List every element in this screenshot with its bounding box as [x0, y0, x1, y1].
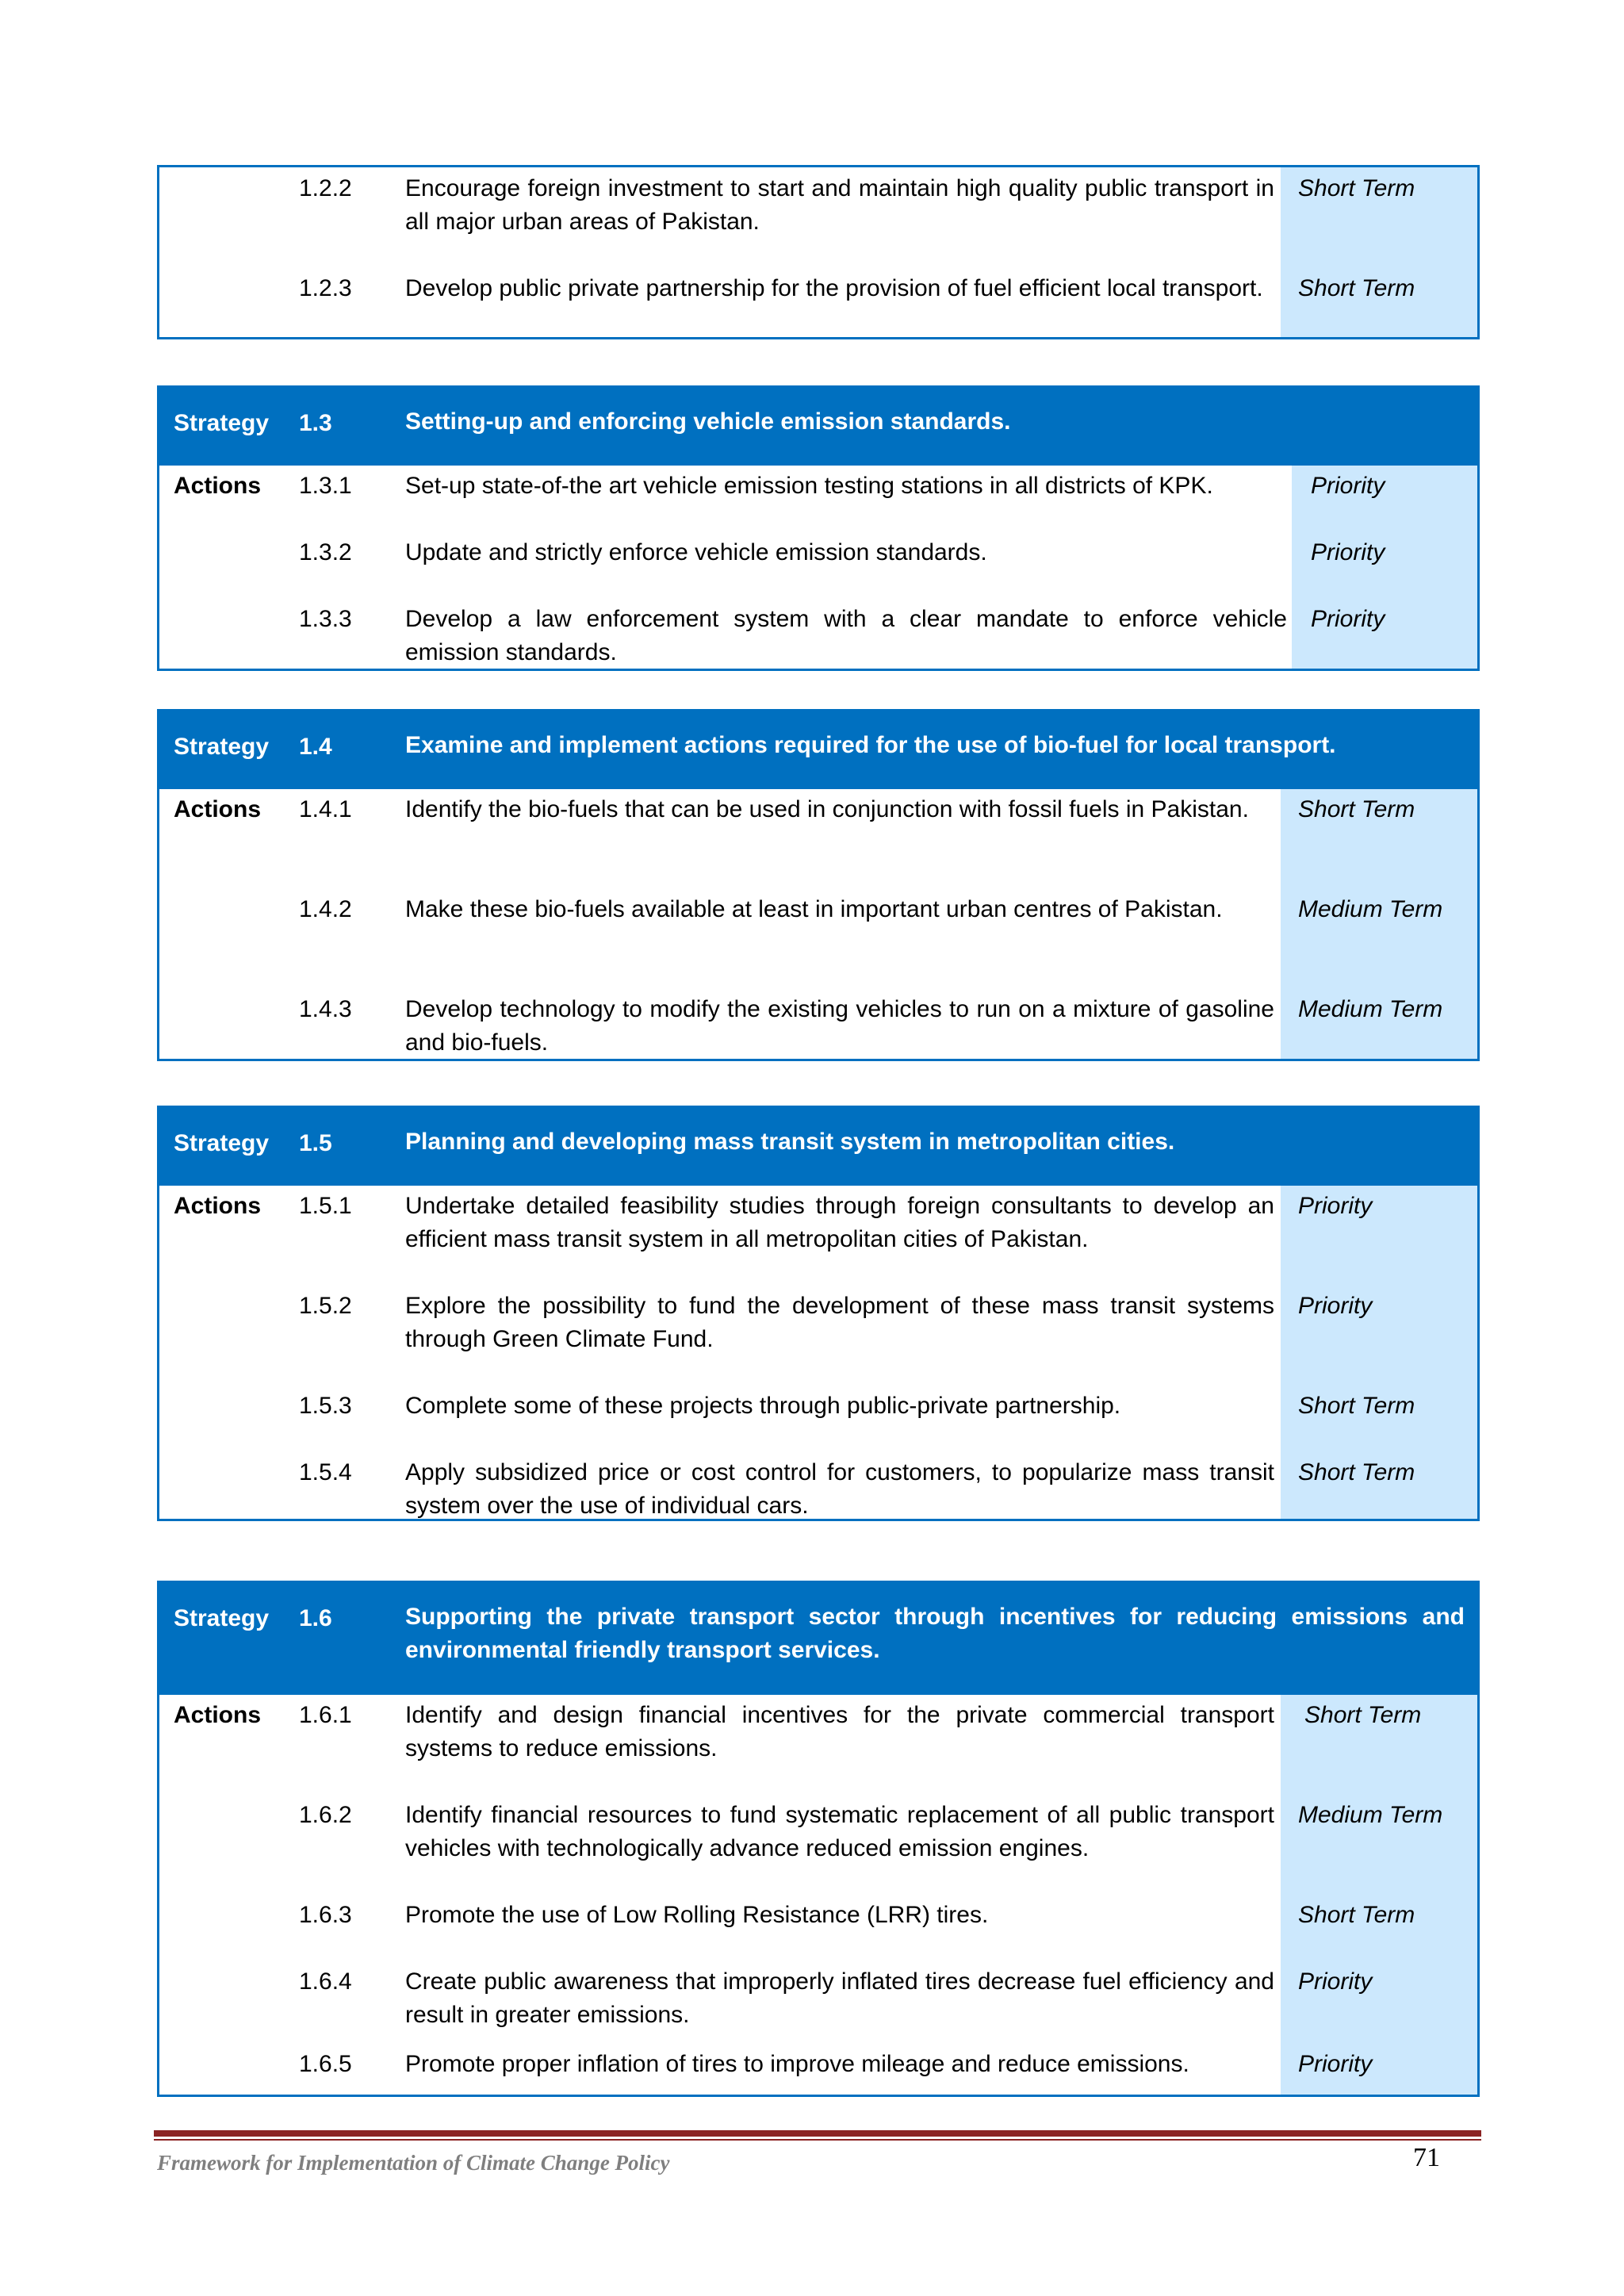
action-term: Priority: [1298, 1293, 1373, 1319]
action-number: 1.3.2: [299, 539, 352, 565]
action-number: 1.5.1: [299, 1193, 352, 1219]
action-row: [159, 172, 1477, 243]
strategy-header: [159, 1108, 1477, 1186]
action-term: Short Term: [1304, 1702, 1422, 1728]
strategy-label: Strategy: [174, 1130, 270, 1156]
action-number: 1.3.1: [299, 473, 352, 499]
action-term: Short Term: [1298, 1393, 1415, 1419]
page-number: 71: [1413, 2143, 1440, 2172]
action-term: Priority: [1298, 1193, 1373, 1219]
strategy-header: [159, 1583, 1477, 1695]
action-text: Explore the possibility to fund the development of these mass transit systems through Green Climate Fund.: [405, 1293, 1274, 1352]
footer-rule: [154, 2130, 1481, 2137]
strategy-title: Setting-up and enforcing vehicle emission standards.: [405, 408, 1011, 435]
strategy-label: Strategy: [174, 1605, 270, 1631]
strategy-number: 1.6: [299, 1605, 332, 1631]
action-term: Short Term: [1298, 1459, 1415, 1485]
action-text: Develop public private partnership for the provision of fuel efficient local transport.: [405, 275, 1263, 301]
action-number: 1.3.3: [299, 606, 352, 632]
action-term: Priority: [1311, 606, 1385, 632]
actions-label: Actions: [174, 473, 262, 499]
footer-title: Framework for Implementation of Climate Change Policy: [157, 2151, 670, 2175]
action-text: Develop technology to modify the existing vehicles to run on a mixture of gasoline and bio-fuels.: [405, 996, 1274, 1056]
action-text: Make these bio-fuels available at least in important urban centres of Pakistan.: [405, 896, 1223, 922]
footer-rule-thin: [154, 2139, 1481, 2141]
action-number: 1.4.3: [299, 996, 352, 1022]
action-text: Identify financial resources to fund systematic replacement of all public transport vehicles with technologically advance reduced emission engines.: [405, 1802, 1274, 1861]
action-number: 1.4.1: [299, 796, 352, 822]
action-text: Set-up state-of-the art vehicle emission testing stations in all districts of KPK.: [405, 473, 1213, 499]
strategy-block-1-3: [157, 385, 1480, 671]
action-term: Priority: [1311, 473, 1385, 499]
action-term: Short Term: [1298, 1902, 1415, 1928]
action-text: Promote proper inflation of tires to improve mileage and reduce emissions.: [405, 2051, 1189, 2077]
action-term: Priority: [1311, 539, 1385, 565]
strategy-number: 1.4: [299, 734, 332, 760]
action-term: Priority: [1298, 1968, 1373, 1995]
action-number: 1.4.2: [299, 896, 352, 922]
strategy-number: 1.5: [299, 1130, 332, 1156]
action-text: Complete some of these projects through public-private partnership.: [405, 1393, 1121, 1419]
strategy-label: Strategy: [174, 410, 270, 436]
strategy-block-1-6: [157, 1581, 1480, 2097]
action-number: 1.5.3: [299, 1393, 352, 1419]
action-number: 1.2.3: [299, 275, 352, 301]
action-text: Identify and design financial incentives for the private commercial transport systems to reduce emissions.: [405, 1702, 1274, 1761]
actions-label: Actions: [174, 796, 262, 822]
action-number: 1.6.1: [299, 1702, 352, 1728]
strategy-title: Planning and developing mass transit system in metropolitan cities.: [405, 1129, 1175, 1155]
actions-label: Actions: [174, 1702, 262, 1728]
strategy-header: [159, 388, 1477, 466]
action-term: Short Term: [1298, 796, 1415, 822]
action-term: Medium Term: [1298, 896, 1443, 922]
action-number: 1.6.4: [299, 1968, 352, 1995]
action-text: Apply subsidized price or cost control for customers, to popularize mass transit system over the use of individual cars.: [405, 1459, 1274, 1519]
strategy-block-1-5: [157, 1106, 1480, 1521]
action-row: [159, 272, 1477, 339]
term-column-band: [1281, 1695, 1477, 2095]
action-number: 1.6.5: [299, 2051, 352, 2077]
action-number: 1.2.2: [299, 175, 352, 201]
action-text: Encourage foreign investment to start and maintain high quality public transport in all major urban areas of Pakistan.: [405, 175, 1274, 235]
action-text: Develop a law enforcement system with a clear mandate to enforce vehicle emission standards.: [405, 606, 1287, 665]
action-term: Medium Term: [1298, 1802, 1443, 1828]
action-term: Short Term: [1298, 175, 1415, 201]
strategy-header: [159, 711, 1477, 789]
action-text: Promote the use of Low Rolling Resistance (LRR) tires.: [405, 1902, 989, 1928]
strategy-title: Examine and implement actions required for the use of bio-fuel for local transport.: [405, 732, 1336, 758]
action-term: Short Term: [1298, 275, 1415, 301]
action-text: Update and strictly enforce vehicle emission standards.: [405, 539, 987, 565]
strategy-block-1-2-continued: [157, 165, 1480, 339]
strategy-number: 1.3: [299, 410, 332, 436]
actions-label: Actions: [174, 1193, 262, 1219]
action-text: Undertake detailed feasibility studies through foreign consultants to develop an efficient mass transit system in all metropolitan cities of Pakistan.: [405, 1193, 1274, 1252]
action-number: 1.6.2: [299, 1802, 352, 1828]
strategy-block-1-4: [157, 709, 1480, 1061]
strategy-label: Strategy: [174, 734, 270, 760]
action-number: 1.6.3: [299, 1902, 352, 1928]
action-number: 1.5.2: [299, 1293, 352, 1319]
action-number: 1.5.4: [299, 1459, 352, 1485]
action-text: Create public awareness that improperly inflated tires decrease fuel efficiency and result in greater emissions.: [405, 1968, 1274, 2028]
action-term: Priority: [1298, 2051, 1373, 2077]
strategy-title: Supporting the private transport sector through incentives for reducing emissions and environmental friendly transport services.: [405, 1604, 1465, 1663]
action-term: Medium Term: [1298, 996, 1443, 1022]
action-text: Identify the bio-fuels that can be used in conjunction with fossil fuels in Pakistan.: [405, 796, 1249, 822]
